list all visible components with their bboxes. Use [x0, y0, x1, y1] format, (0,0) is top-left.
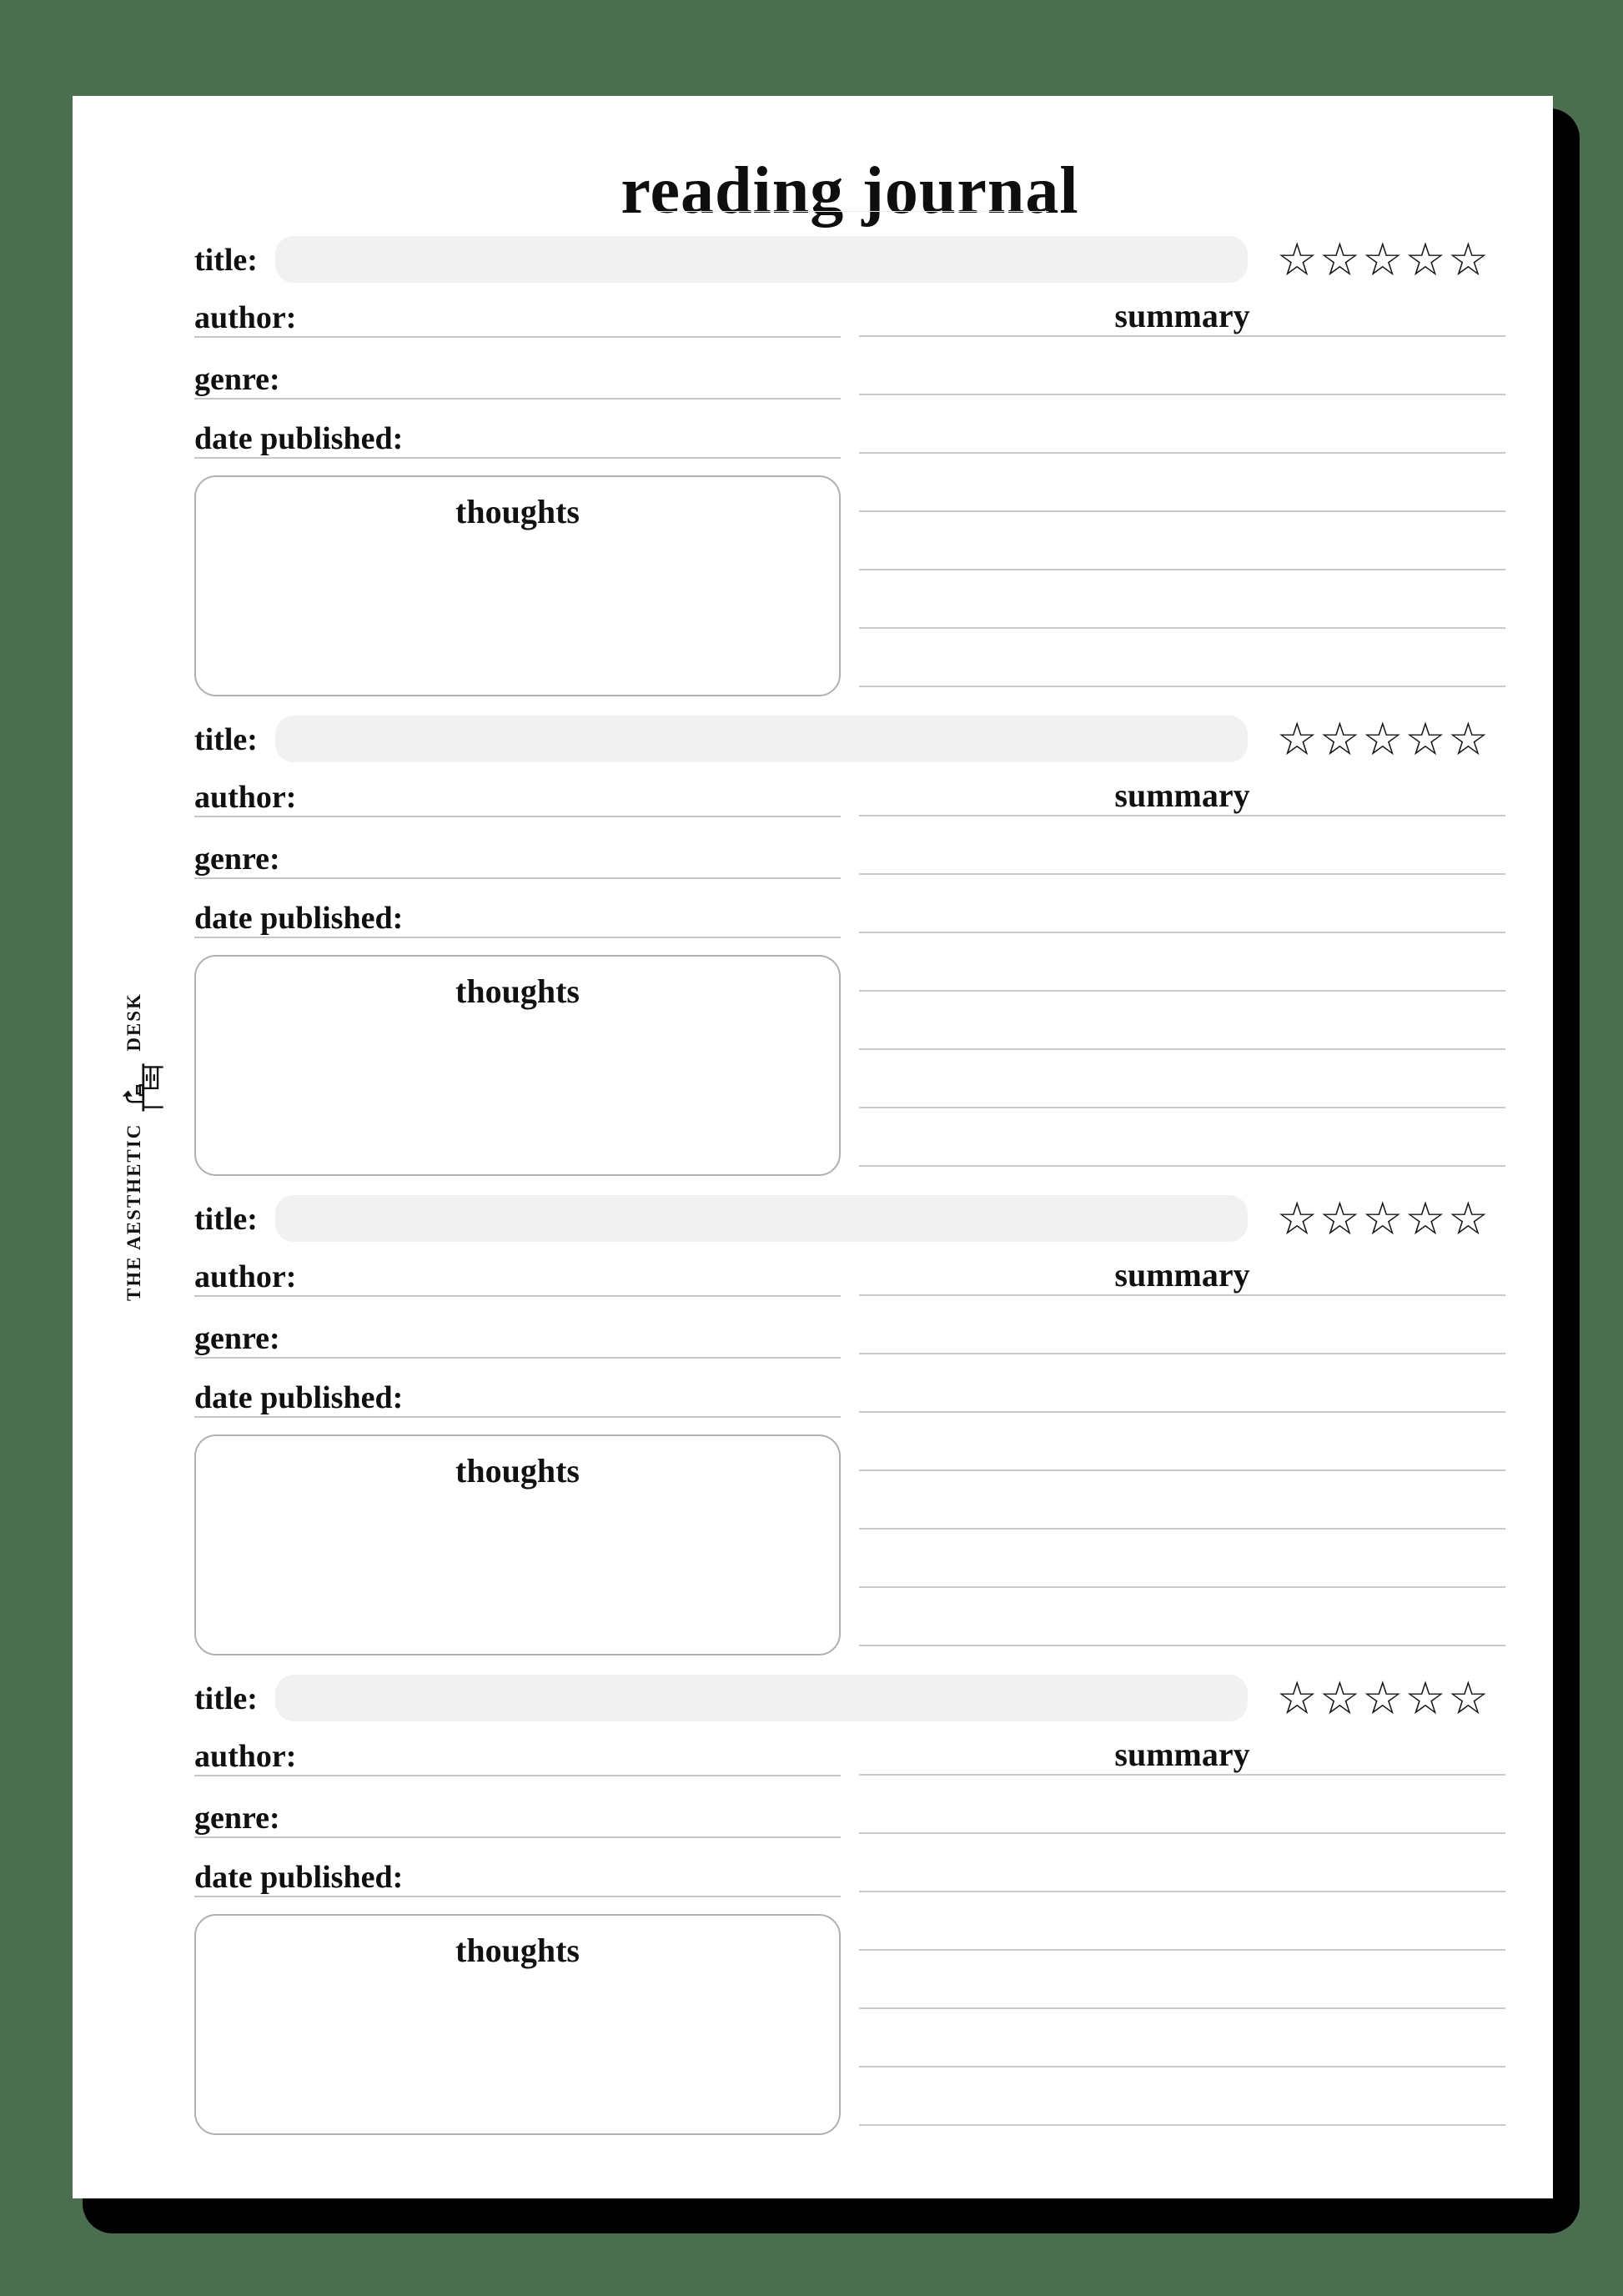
genre-label: genre: [194, 362, 280, 397]
star-rating [1276, 712, 1489, 766]
author-field-line[interactable] [194, 816, 841, 817]
thoughts-box[interactable] [194, 955, 841, 1176]
date-published-field-line[interactable] [194, 1896, 841, 1897]
star-icon[interactable]: ☆ [1447, 233, 1489, 286]
genre-label: genre: [194, 1801, 280, 1836]
genre-field-line[interactable] [194, 1357, 841, 1359]
summary-line[interactable] [859, 1891, 1505, 1892]
summary-line[interactable] [859, 1411, 1505, 1413]
summary-line[interactable] [859, 1832, 1505, 1834]
star-icon[interactable]: ☆ [1276, 712, 1318, 766]
summary-line[interactable] [859, 1470, 1505, 1471]
title-field[interactable] [275, 1195, 1248, 1242]
author-label: author: [194, 300, 297, 335]
title-field[interactable] [275, 1675, 1248, 1721]
page-title: reading journal [621, 154, 1079, 228]
brand-text-right: DESK [123, 992, 144, 1052]
summary-line[interactable] [859, 2124, 1505, 2126]
genre-label: genre: [194, 842, 280, 877]
thoughts-label: thoughts [455, 972, 580, 1010]
author-label: author: [194, 1739, 297, 1774]
journal-page [73, 96, 1553, 2198]
star-icon[interactable]: ☆ [1276, 1671, 1318, 1725]
summary-label: summary [1114, 297, 1250, 334]
summary-line[interactable] [859, 932, 1505, 933]
summary-line[interactable] [859, 510, 1505, 512]
summary-line[interactable] [859, 815, 1505, 816]
summary-line[interactable] [859, 569, 1505, 570]
author-label: author: [194, 780, 297, 815]
thoughts-box[interactable] [194, 1914, 841, 2135]
star-icon[interactable]: ☆ [1319, 712, 1361, 766]
summary-line[interactable] [859, 1949, 1505, 1951]
star-icon[interactable]: ☆ [1319, 1671, 1361, 1725]
star-icon[interactable]: ☆ [1362, 1192, 1404, 1245]
star-icon[interactable]: ☆ [1447, 1671, 1489, 1725]
brand-mark [110, 992, 158, 1301]
title-field[interactable] [275, 716, 1248, 762]
summary-line[interactable] [859, 335, 1505, 337]
desk-lamp-icon [118, 1063, 166, 1112]
summary-label: summary [1114, 776, 1250, 814]
star-rating [1276, 233, 1489, 286]
star-rating [1276, 1671, 1489, 1725]
summary-line[interactable] [859, 2007, 1505, 2009]
star-icon[interactable]: ☆ [1404, 233, 1446, 286]
thoughts-box[interactable] [194, 1434, 841, 1655]
summary-label: summary [1114, 1256, 1250, 1294]
summary-label: summary [1114, 1736, 1250, 1773]
date-published-field-line[interactable] [194, 937, 841, 938]
star-icon[interactable]: ☆ [1276, 1192, 1318, 1245]
summary-line[interactable] [859, 1645, 1505, 1646]
book-entry-section [194, 1671, 1505, 2154]
thoughts-label: thoughts [455, 493, 580, 530]
genre-field-line[interactable] [194, 398, 841, 399]
author-field-line[interactable] [194, 1295, 841, 1297]
book-entry-section [194, 712, 1505, 1195]
title-label: title: [194, 243, 258, 278]
title-field[interactable] [275, 236, 1248, 283]
summary-line[interactable] [859, 1586, 1505, 1588]
thoughts-label: thoughts [455, 1452, 580, 1490]
summary-line[interactable] [859, 1528, 1505, 1530]
star-icon[interactable]: ☆ [1404, 1192, 1446, 1245]
star-icon[interactable]: ☆ [1276, 233, 1318, 286]
date-published-field-line[interactable] [194, 1416, 841, 1418]
summary-line[interactable] [859, 1353, 1505, 1354]
header-rule [648, 211, 1048, 212]
genre-field-line[interactable] [194, 1836, 841, 1838]
summary-line[interactable] [859, 990, 1505, 992]
date-published-label: date published: [194, 1860, 404, 1895]
author-label: author: [194, 1259, 297, 1294]
summary-line[interactable] [859, 394, 1505, 395]
author-field-line[interactable] [194, 1775, 841, 1776]
summary-line[interactable] [859, 686, 1505, 687]
star-rating [1276, 1192, 1489, 1245]
date-published-label: date published: [194, 901, 404, 936]
summary-line[interactable] [859, 1165, 1505, 1167]
star-icon[interactable]: ☆ [1362, 1671, 1404, 1725]
date-published-label: date published: [194, 1380, 404, 1415]
summary-line[interactable] [859, 1048, 1505, 1050]
summary-line[interactable] [859, 452, 1505, 454]
star-icon[interactable]: ☆ [1404, 712, 1446, 766]
brand-text-left: THE AESTHETIC [123, 1123, 144, 1301]
summary-line[interactable] [859, 627, 1505, 629]
star-icon[interactable]: ☆ [1319, 1192, 1361, 1245]
title-label: title: [194, 1681, 258, 1716]
book-entry-section [194, 233, 1505, 716]
summary-line[interactable] [859, 2066, 1505, 2067]
thoughts-label: thoughts [455, 1932, 580, 1969]
star-icon[interactable]: ☆ [1447, 1192, 1489, 1245]
thoughts-box[interactable] [194, 475, 841, 696]
title-label: title: [194, 722, 258, 757]
book-entry-section [194, 1192, 1505, 1675]
summary-line[interactable] [859, 1107, 1505, 1108]
star-icon[interactable]: ☆ [1362, 233, 1404, 286]
author-field-line[interactable] [194, 336, 841, 338]
star-icon[interactable]: ☆ [1319, 233, 1361, 286]
genre-field-line[interactable] [194, 877, 841, 879]
star-icon[interactable]: ☆ [1404, 1671, 1446, 1725]
date-published-field-line[interactable] [194, 457, 841, 459]
summary-line[interactable] [859, 1294, 1505, 1296]
title-label: title: [194, 1202, 258, 1237]
date-published-label: date published: [194, 421, 404, 456]
star-icon[interactable]: ☆ [1362, 712, 1404, 766]
summary-line[interactable] [859, 1774, 1505, 1776]
genre-label: genre: [194, 1321, 280, 1356]
star-icon[interactable]: ☆ [1447, 712, 1489, 766]
summary-line[interactable] [859, 873, 1505, 875]
